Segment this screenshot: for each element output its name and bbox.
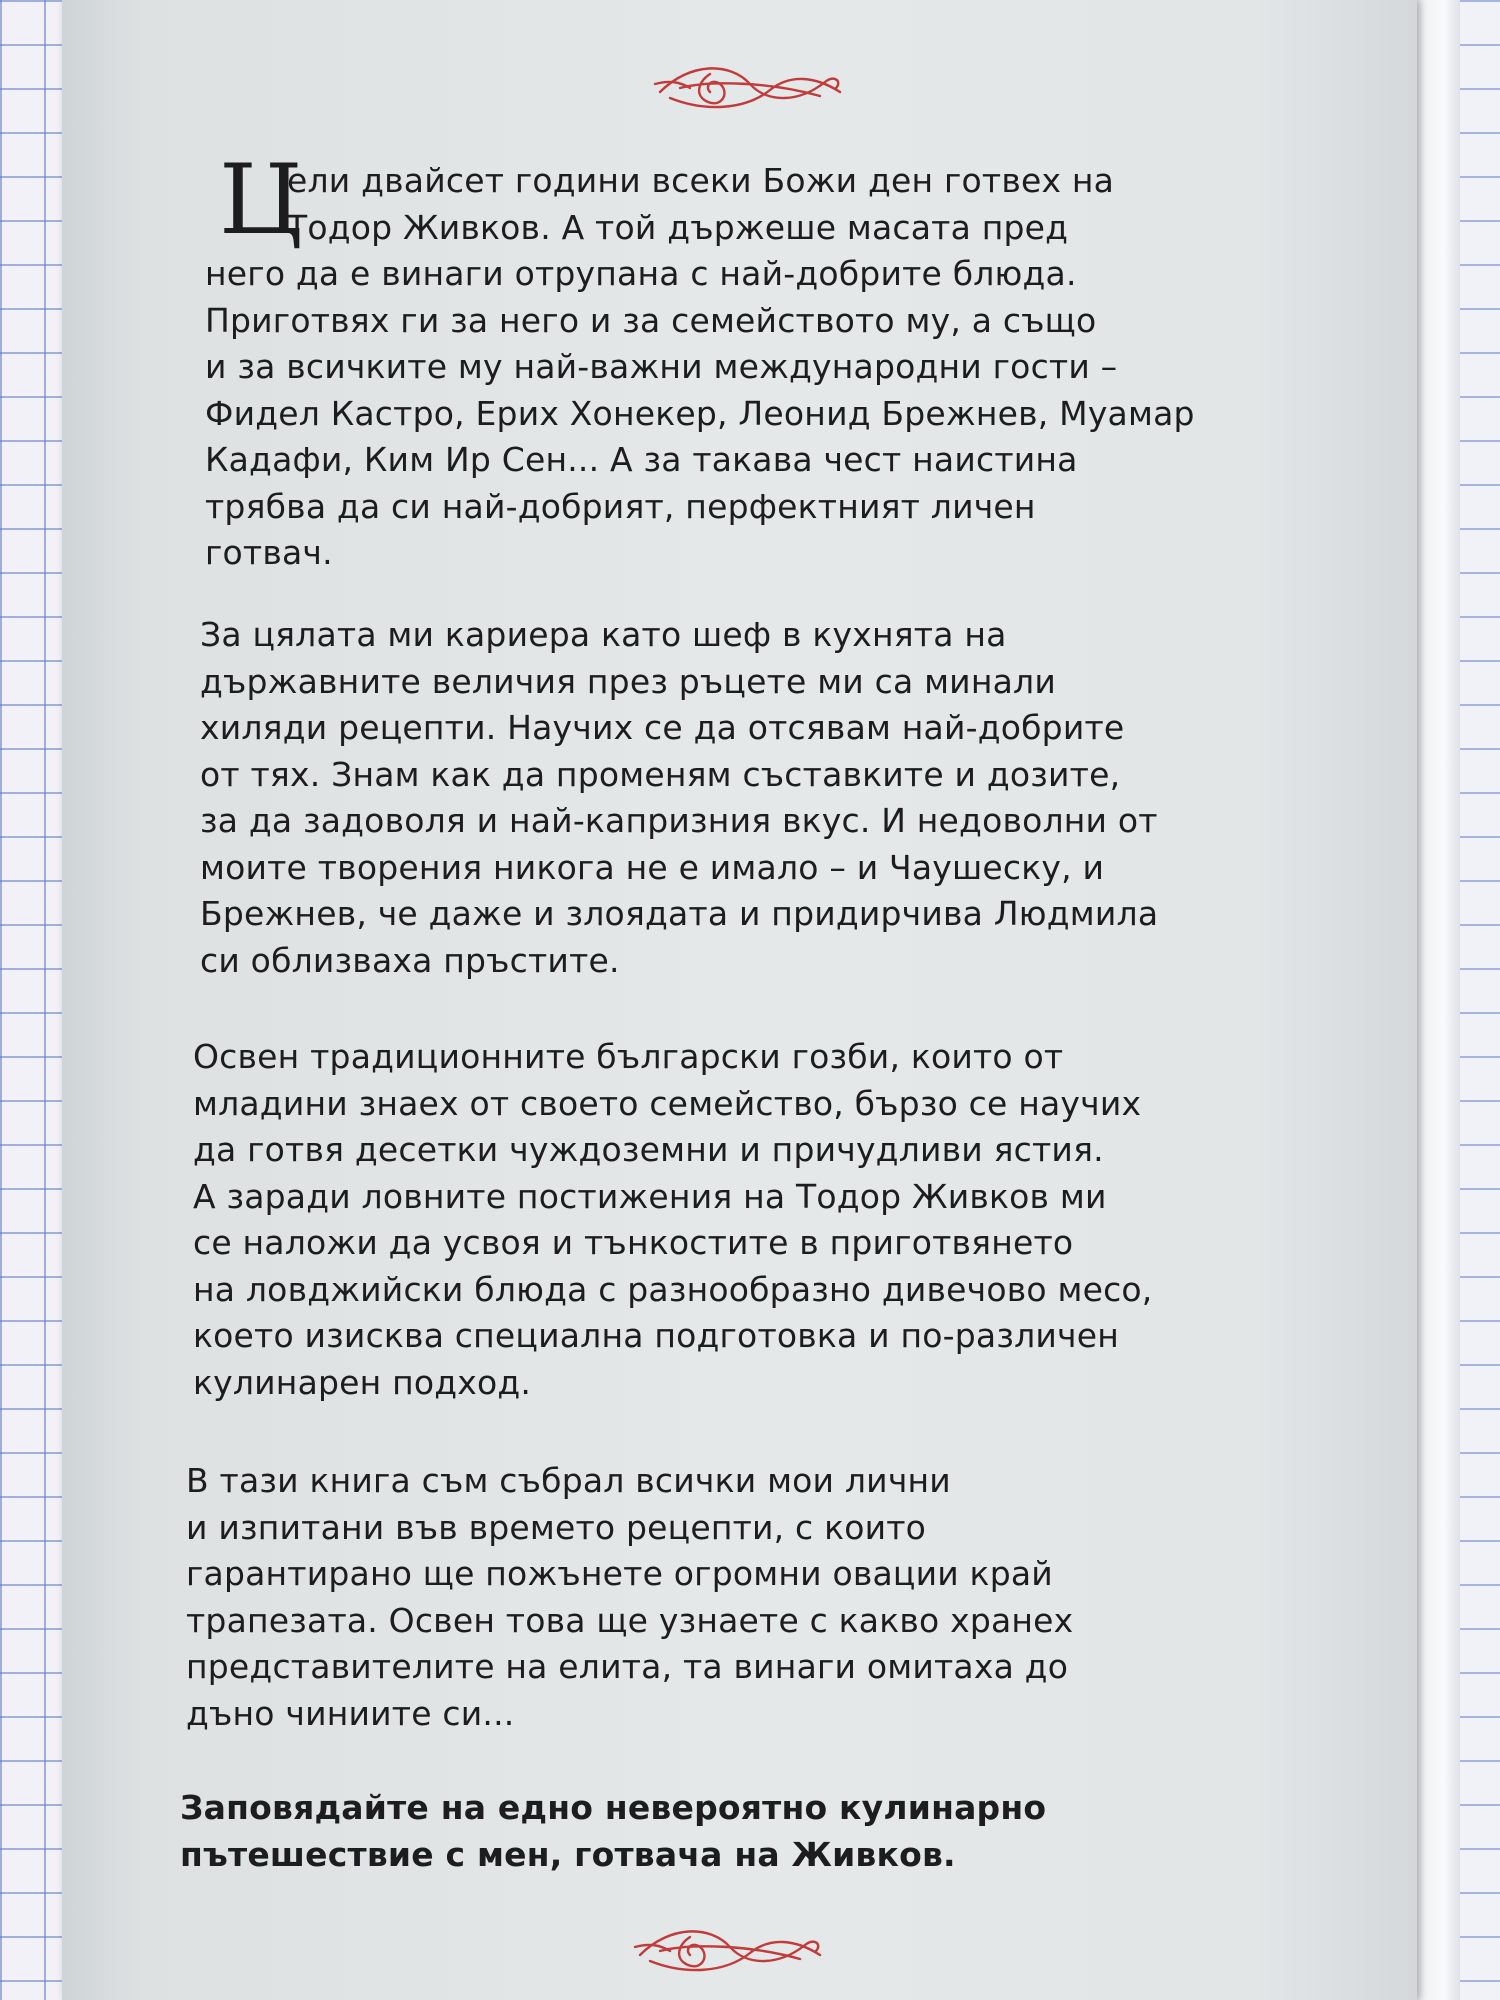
paragraph-2	[200, 612, 1300, 984]
text-line: и за всичките му най-важни международни гости –	[205, 347, 1118, 386]
text-line: Заповядайте на едно невероятно кулинарно	[180, 1788, 1047, 1827]
flourish-ornament-bottom-icon	[630, 1915, 830, 1985]
text-line: готвач.	[205, 533, 333, 572]
closing-invitation	[180, 1785, 1280, 1878]
text-line: дъно чиниите си...	[186, 1693, 515, 1733]
text-line: Приготвях ги за него и за семейството му, а също	[205, 300, 1097, 340]
text-line: За цялата ми кариера като шеф в кухнята на	[200, 615, 1007, 654]
text-line: пътешествие с мен, готвача на Живков.	[180, 1834, 956, 1874]
text-line: хиляди рецепти. Научих се да отсявам най-добрите	[200, 708, 1125, 747]
flourish-ornament-top-icon	[650, 52, 850, 122]
text-line: младини знаех от своето семейство, бързо се научих	[193, 1083, 1142, 1123]
text-line: което изисква специална подготовка и по-различен	[193, 1316, 1119, 1355]
graph-paper-background-left	[0, 0, 70, 2000]
text-line: него да е винаги отрупана с най-добрите блюда.	[205, 254, 1077, 293]
text-line: А заради ловните постижения на Тодор Живков ми	[193, 1176, 1107, 1216]
paragraph-3	[193, 1034, 1293, 1406]
text-line: моите творения никога не е имало – и Чаушеску, и	[200, 847, 1105, 887]
text-line: Освен традиционните български гозби, които от	[193, 1037, 1064, 1076]
text-line: трябва да си най-добрият, перфектният личен	[205, 486, 1036, 526]
paragraph-4	[186, 1458, 1286, 1737]
graph-paper-background-right	[1458, 0, 1500, 2000]
text-line: си облизваха пръстите.	[200, 940, 620, 980]
text-line: държавните величия през ръцете ми са минали	[200, 661, 1056, 701]
text-line: ели двайсет години всеки Божи ден готвех на	[287, 161, 1115, 200]
text-line: Кадафи, Ким Ир Сен... А за такава чест наистина	[205, 440, 1078, 479]
text-line: трапезата. Освен това ще узнаете с какво хранех	[186, 1600, 1074, 1640]
text-line: Тодор Живков. А той държеше масата пред	[287, 207, 1069, 247]
drop-cap: Ц	[219, 144, 303, 256]
text-line: от тях. Знам как да променям съставките и дозите,	[200, 754, 1121, 794]
text-line: Брежнев, че даже и злоядата и придирчива Людмила	[200, 894, 1159, 933]
text-line: гарантирано ще пожънете огромни овации край	[186, 1554, 1053, 1593]
text-line: В тази книга съм събрал всички мои лични	[186, 1461, 951, 1500]
text-line: за да задоволя и най-капризния вкус. И недоволни от	[200, 801, 1158, 840]
text-line: Фидел Кастро, Ерих Хонекер, Леонид Брежнев, Муамар	[205, 393, 1195, 433]
text-line: представителите на елита, та винаги омитаха до	[186, 1647, 1069, 1686]
text-line: и изпитани във времето рецепти, с които	[186, 1507, 927, 1547]
text-line: кулинарен подход.	[193, 1362, 532, 1402]
text-line: се наложи да усвоя и тънкостите в приготвянето	[193, 1223, 1074, 1262]
text-line: да готвя десетки чуждоземни и причудливи ястия.	[193, 1130, 1104, 1169]
paragraph-1	[205, 144, 1305, 577]
text-line: на ловджийски блюда с разнообразно дивечово месо,	[193, 1269, 1153, 1309]
